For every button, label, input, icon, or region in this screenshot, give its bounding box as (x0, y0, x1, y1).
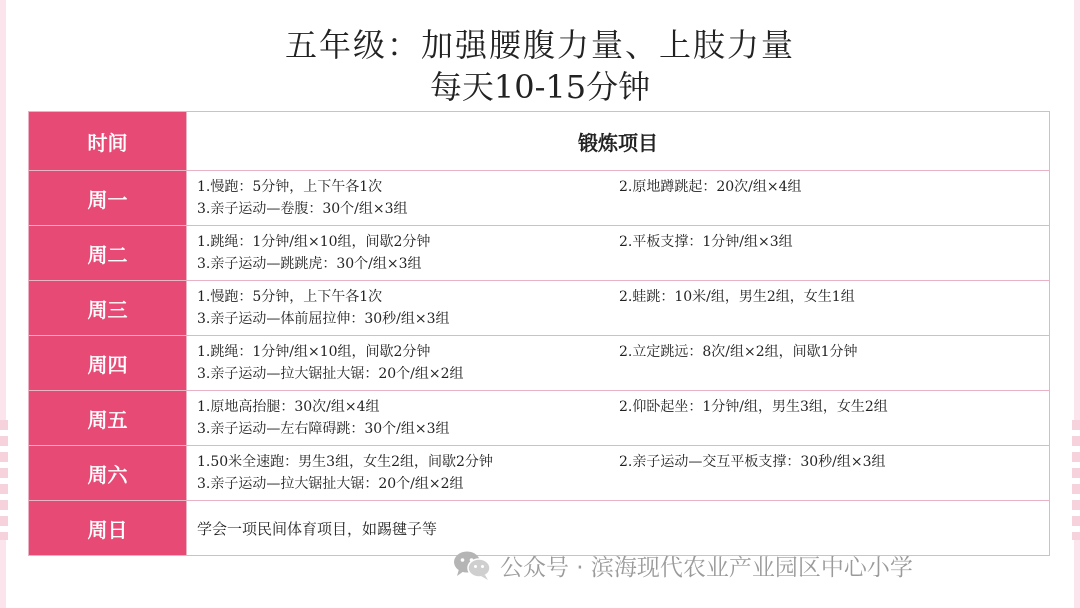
header-time: 时间 (29, 112, 187, 171)
watermark (452, 548, 913, 582)
exercise-item: 2.原地蹲跳起：20次/组×4组 (619, 179, 802, 195)
day-label: 周日 (29, 501, 187, 556)
exercise-item: 2.蛙跳：10米/组，男生2组，女生1组 (619, 289, 855, 305)
exercise-item: 2.平板支撑：1分钟/组×3组 (619, 234, 793, 250)
row-content (187, 336, 1050, 391)
day-label: 周六 (29, 446, 187, 501)
wechat-icon (452, 549, 492, 581)
row-content (187, 226, 1050, 281)
header-project: 锻炼项目 (187, 112, 1050, 171)
table-row (29, 391, 1050, 446)
decoration-stripe-left (0, 420, 8, 540)
exercise-item: 1.跳绳：1分钟/组×10组，间歇2分钟 (197, 234, 431, 250)
exercise-item: 1.原地高抬腿：30次/组×4组 (197, 399, 380, 415)
exercise-item: 2.立定跳远：8次/组×2组，间歇1分钟 (619, 344, 858, 360)
day-label: 周二 (29, 226, 187, 281)
exercise-item: 1.跳绳：1分钟/组×10组，间歇2分钟 (197, 344, 431, 360)
day-label: 周三 (29, 281, 187, 336)
table-row (29, 446, 1050, 501)
exercise-item: 3.亲子运动—拉大锯扯大锯：20个/组×2组 (197, 476, 464, 492)
table-row (29, 281, 1050, 336)
day-label: 周四 (29, 336, 187, 391)
decoration-stripe-right (1072, 420, 1080, 540)
exercise-item: 1.慢跑：5分钟，上下午各1次 (197, 289, 383, 305)
exercise-table (28, 111, 1050, 556)
row-content (187, 281, 1050, 336)
page-title: 五年级：加强腰腹力量、上肢力量 (284, 26, 795, 64)
watermark-text: 公众号 · 滨海现代农业产业园区中心小学 (500, 554, 913, 581)
day-label: 周五 (29, 391, 187, 446)
table-row (29, 226, 1050, 281)
table-header-row (29, 112, 1050, 171)
exercise-item: 1.慢跑：5分钟，上下午各1次 (197, 179, 383, 195)
table-row (29, 171, 1050, 226)
row-content (187, 391, 1050, 446)
table-row (29, 336, 1050, 391)
exercise-item: 3.亲子运动—卷腹：30个/组×3组 (197, 201, 408, 217)
exercise-item: 3.亲子运动—左右障碍跳：30个/组×3组 (197, 421, 450, 437)
exercise-item: 2.亲子运动—交互平板支撑：30秒/组×3组 (619, 454, 886, 470)
row-content (187, 171, 1050, 226)
row-content: 学会一项民间体育项目，如踢毽子等 (187, 501, 1050, 556)
page-subtitle: 每天10-15分钟 (429, 68, 651, 106)
row-content (187, 446, 1050, 501)
exercise-item: 2.仰卧起坐：1分钟/组，男生3组，女生2组 (619, 399, 888, 415)
exercise-item: 3.亲子运动—跳跳虎：30个/组×3组 (197, 256, 422, 272)
exercise-item: 3.亲子运动—体前屈拉伸：30秒/组×3组 (197, 311, 450, 327)
day-label: 周一 (29, 171, 187, 226)
exercise-item: 1.50米全速跑：男生3组，女生2组，间歇2分钟 (197, 454, 493, 470)
exercise-item: 3.亲子运动—拉大锯扯大锯：20个/组×2组 (197, 366, 464, 382)
